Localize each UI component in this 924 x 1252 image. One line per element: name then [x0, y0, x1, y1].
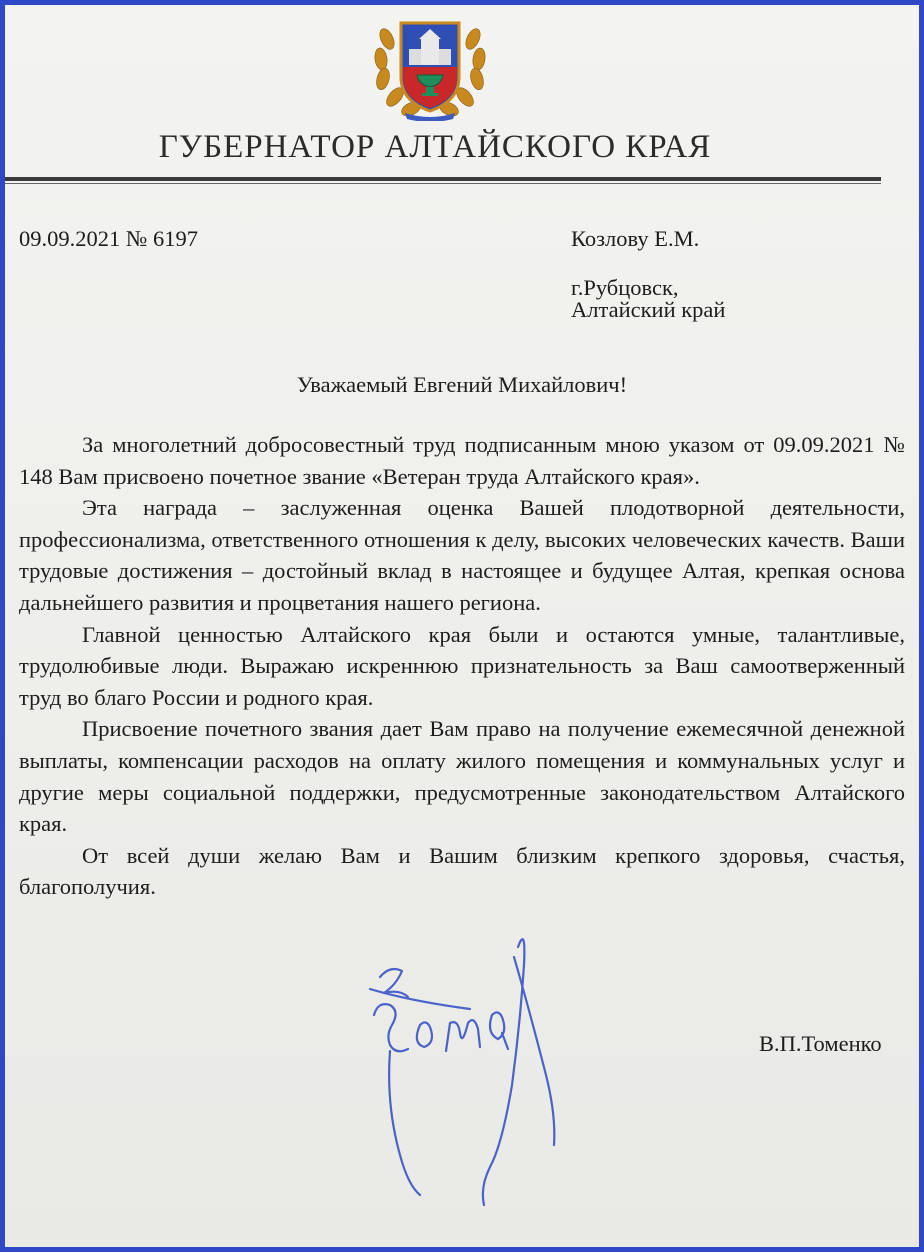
paragraph: От всей души желаю Вам и Вашим близким крепкого здоровья, счастья, благополучия.: [19, 842, 905, 900]
letterhead-divider-thin: [5, 183, 881, 184]
letterhead-divider: [5, 177, 881, 181]
addressee-city: г.Рубцовск,: [571, 275, 679, 300]
letter-page: [5, 5, 919, 1247]
signer-name: В.П.Томенко: [759, 1031, 882, 1056]
handwritten-signature: [350, 905, 570, 1225]
date-and-number: 09.09.2021 № 6197: [19, 226, 198, 251]
addressee-name: Козлову Е.М.: [571, 226, 700, 251]
addressee-region: Алтайский край: [571, 297, 726, 322]
paragraph: За многолетний добросовестный труд подписанным мною указом от 09.09.2021 № 148 Вам присвоено почетное звание «Ветеран труда Алтайского края».: [19, 432, 905, 489]
paragraph: Главной ценностью Алтайского края были и остаются умные, талантливые, трудолюбивые люди. Выражаю искреннюю признательность за Ваш самоотверженный труд во благо России и родного края.: [19, 621, 905, 710]
greeting: Уважаемый Евгений Михайлович!: [296, 372, 628, 397]
letter-body: [19, 429, 905, 903]
letterhead-title: ГУБЕРНАТОР АЛТАЙСКОГО КРАЯ: [158, 129, 712, 165]
paragraph: Эта награда – заслуженная оценка Вашей плодотворной деятельности, профессионализма, ответственного отношения к делу, высоких человеческих качеств. Ваши трудовые достижения – достойный вклад в настоящее и будущее Алтая, крепкая основа дальнейшего развития и процветания нашего региона.: [19, 495, 905, 615]
coat-of-arms-icon: [369, 9, 491, 121]
paragraph: Присвоение почетного звания дает Вам право на получение ежемесячной денежной выплаты, компенсации расходов на оплату жилого помещения и коммунальных услуг и другие меры социальной поддержки, предусмотренные законодательством Алтайского края.: [19, 716, 905, 837]
